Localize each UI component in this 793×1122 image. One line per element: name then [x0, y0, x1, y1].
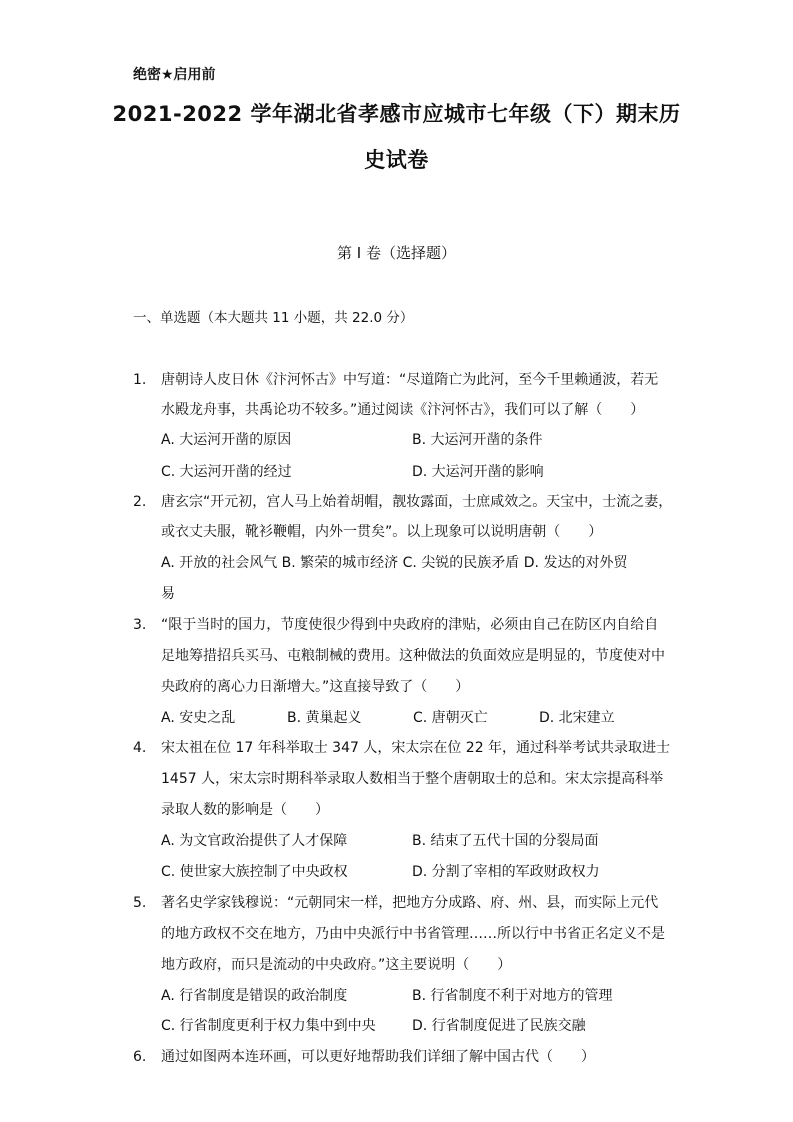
question-number: 3. [133, 617, 147, 633]
option-b: B. 行省制度不利于对地方的管理 [412, 988, 613, 1004]
question-text: 宋太祖在位 17 年科举取士 347 人，宋太宗在位 22 年，通过科举考试共录取进士 [161, 740, 671, 756]
question-text: 足地筹措招兵买马、屯粮制械的费用。这种做法的负面效应是明显的，节度使对中 [161, 648, 665, 664]
question-text: 水殿龙舟事，共禹论功不较多。”通过阅读《汴河怀古》，我们可以了解（ ） [161, 402, 645, 418]
question-options-inline: A. 开放的社会风气 B. 繁荣的城市经济 C. 尖锐的民族矛盾 D. 发达的对外贸 [161, 555, 628, 571]
option-d: D. 分割了宰相的军政财政权力 [412, 864, 600, 880]
question-number: 2. [133, 494, 147, 510]
section-heading: 一、单选题（本大题共 11 小题，共 22.0 分） [133, 310, 414, 326]
question-number: 5. [133, 895, 147, 911]
option-b: B. 结束了五代十国的分裂局面 [412, 833, 599, 849]
question-number: 4. [133, 740, 147, 756]
option-c: C. 使世家大族控制了中央政权 [161, 864, 348, 880]
question-text: 1457 人，宋太宗时期科举录取人数相当于整个唐朝取士的总和。宋太宗提高科举 [161, 771, 664, 787]
option-a: A. 行省制度是错误的政治制度 [161, 988, 348, 1004]
option-a: A. 安史之乱 [161, 710, 236, 726]
question-text: 或衣丈夫服，靴衫鞭帽，内外一贯矣”。以上现象可以说明唐朝（ ） [161, 524, 603, 540]
option-c: C. 行省制度更利于权力集中到中央 [161, 1018, 376, 1034]
question-options-wrap: 易 [161, 586, 175, 602]
option-c: C. 唐朝灭亡 [413, 710, 488, 726]
question-text: 央政府的离心力日渐增大。”这直接导致了（ ） [161, 679, 470, 695]
question-number: 6. [133, 1049, 147, 1065]
question-text: 唐朝诗人皮日休《汴河怀古》中写道：“尽道隋亡为此河，至今千里赖通波，若无 [161, 372, 659, 388]
option-c: C. 大运河开凿的经过 [161, 464, 292, 480]
question-text: 著名史学家钱穆说：“元朝同宋一样，把地方分成路、府、州、县，而实际上元代 [161, 895, 659, 911]
volume-title: 第 I 卷（选择题） [337, 244, 456, 262]
question-text: 通过如图两本连环画，可以更好地帮助我们详细了解中国古代（ ） [161, 1049, 595, 1065]
exam-title-line-1: 2021-2022 学年湖北省孝感市应城市七年级（下）期末历 [112, 102, 681, 126]
option-d: D. 北宋建立 [539, 710, 615, 726]
question-text: 录取人数的影响是（ ） [161, 802, 329, 818]
exam-title-line-2: 史试卷 [364, 148, 429, 172]
question-text: 唐玄宗“开元初，宫人马上始着胡帽，靓妆露面，士庶咸效之。天宝中，士流之妻， [161, 494, 673, 510]
secret-mark: 绝密★启用前 [133, 67, 216, 83]
option-a: A. 大运河开凿的原因 [161, 432, 292, 448]
option-b: B. 大运河开凿的条件 [412, 432, 543, 448]
option-d: D. 行省制度促进了民族交融 [412, 1018, 586, 1034]
question-text: 地方政府，而只是流动的中央政府。”这主要说明（ ） [161, 957, 512, 973]
question-text: 的地方政权不交在地方，乃由中央派行中书省管理……所以行中书省正名定义不是 [161, 926, 665, 942]
option-b: B. 黄巢起义 [287, 710, 362, 726]
question-number: 1. [133, 372, 147, 388]
option-d: D. 大运河开凿的影响 [412, 464, 544, 480]
option-a: A. 为文官政治提供了人才保障 [161, 833, 348, 849]
question-text: “限于当时的国力，节度使很少得到中央政府的津贴，必须由自己在防区内自给自 [161, 617, 659, 633]
